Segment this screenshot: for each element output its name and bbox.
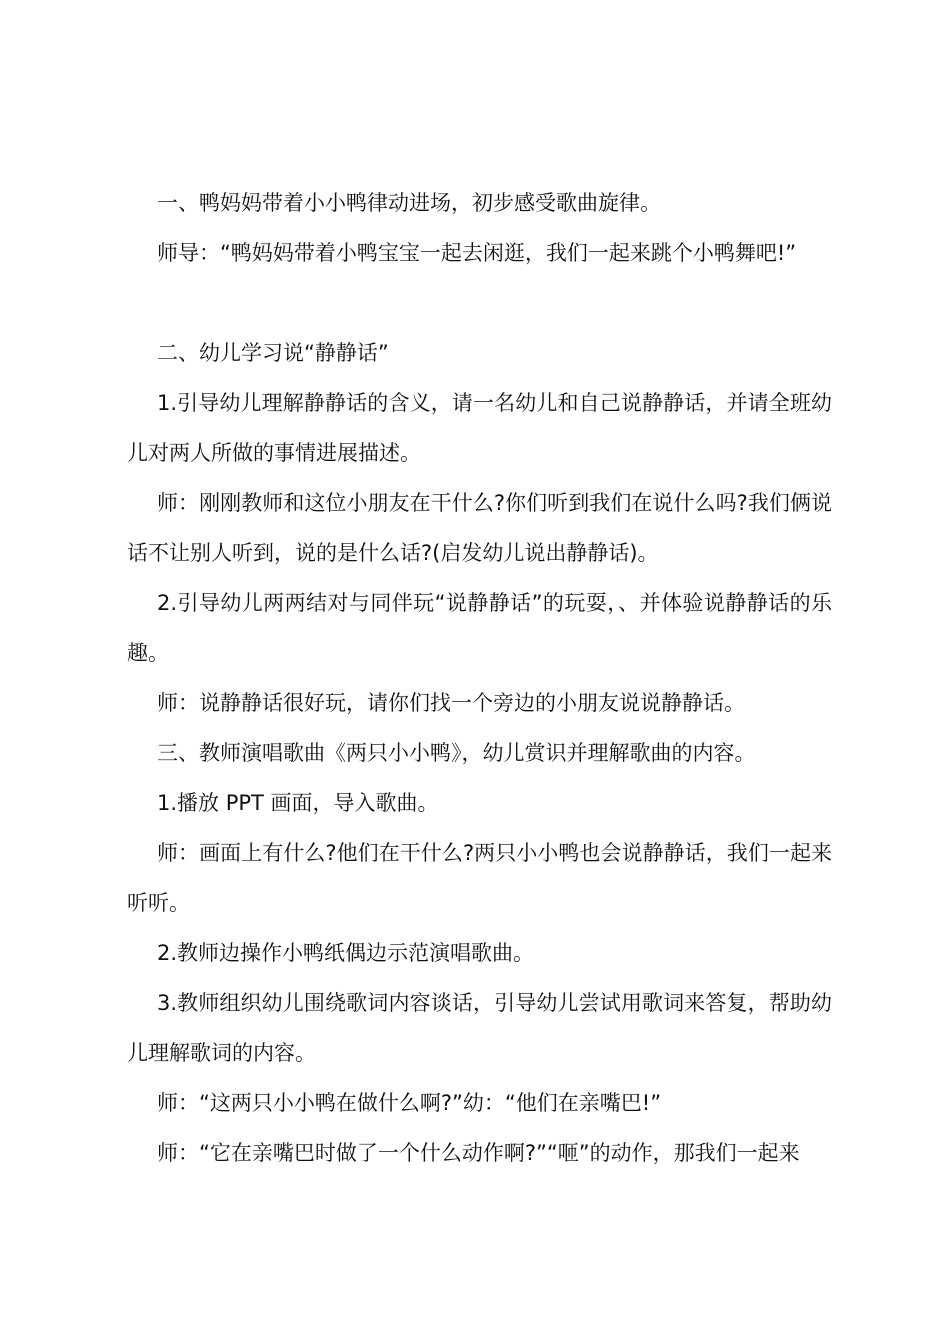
paragraph-teacher-2-2: 师：说静静话很好玩，请你们找一个旁边的小朋友说说静静话。 [157, 691, 745, 715]
paragraph-step-2-2: 2.引导幼儿两两结对与同伴玩“说静静话”的玩耍，、并体验说静静话的乐趣。 [127, 591, 832, 665]
paragraph-step-3-2: 2.教师边操作小鸭纸偶边示范演唱歌曲。 [157, 941, 535, 965]
paragraph-step-3-1: 1.播放 PPT 画面，导入歌曲。 [157, 791, 439, 815]
paragraph-teacher-2-1: 师：刚刚教师和这位小朋友在干什么?你们听到我们在说什么吗?我们俩说话不让别人听到，说的是什么话?(启发幼儿说出静静话)。 [127, 491, 832, 565]
section-heading-2: 二、幼儿学习说“静静话” [157, 341, 389, 365]
paragraph-teacher-3-1: 师：画面上有什么?他们在干什么?两只小小鸭也会说静静话，我们一起来听听。 [127, 841, 832, 915]
paragraph-teacher-intro: 师导：“鸭妈妈带着小鸭宝宝一起去闲逛，我们一起来跳个小鸭舞吧!” [157, 241, 797, 265]
paragraph-dialogue-2: 师：“它在亲嘴巴时做了一个什么动作啊?”“咂”的动作，那我们一起来 [157, 1141, 800, 1165]
section-heading-1: 一、鸭妈妈带着小小鸭律动进场，初步感受歌曲旋律。 [157, 191, 661, 215]
paragraph-step-2-1: 1.引导幼儿理解静静话的含义，请一名幼儿和自己说静静话，并请全班幼儿对两人所做的事情进展描述。 [127, 391, 832, 465]
paragraph-dialogue-1: 师：“这两只小小鸭在做什么啊?”幼：“他们在亲嘴巴!” [157, 1091, 662, 1115]
section-heading-3: 三、教师演唱歌曲《两只小小鸭》，幼儿赏识并理解歌曲的内容。 [157, 741, 756, 765]
paragraph-step-3-3: 3.教师组织幼儿围绕歌词内容谈话，引导幼儿尝试用歌词来答复，帮助幼儿理解歌词的内容。 [127, 991, 832, 1065]
